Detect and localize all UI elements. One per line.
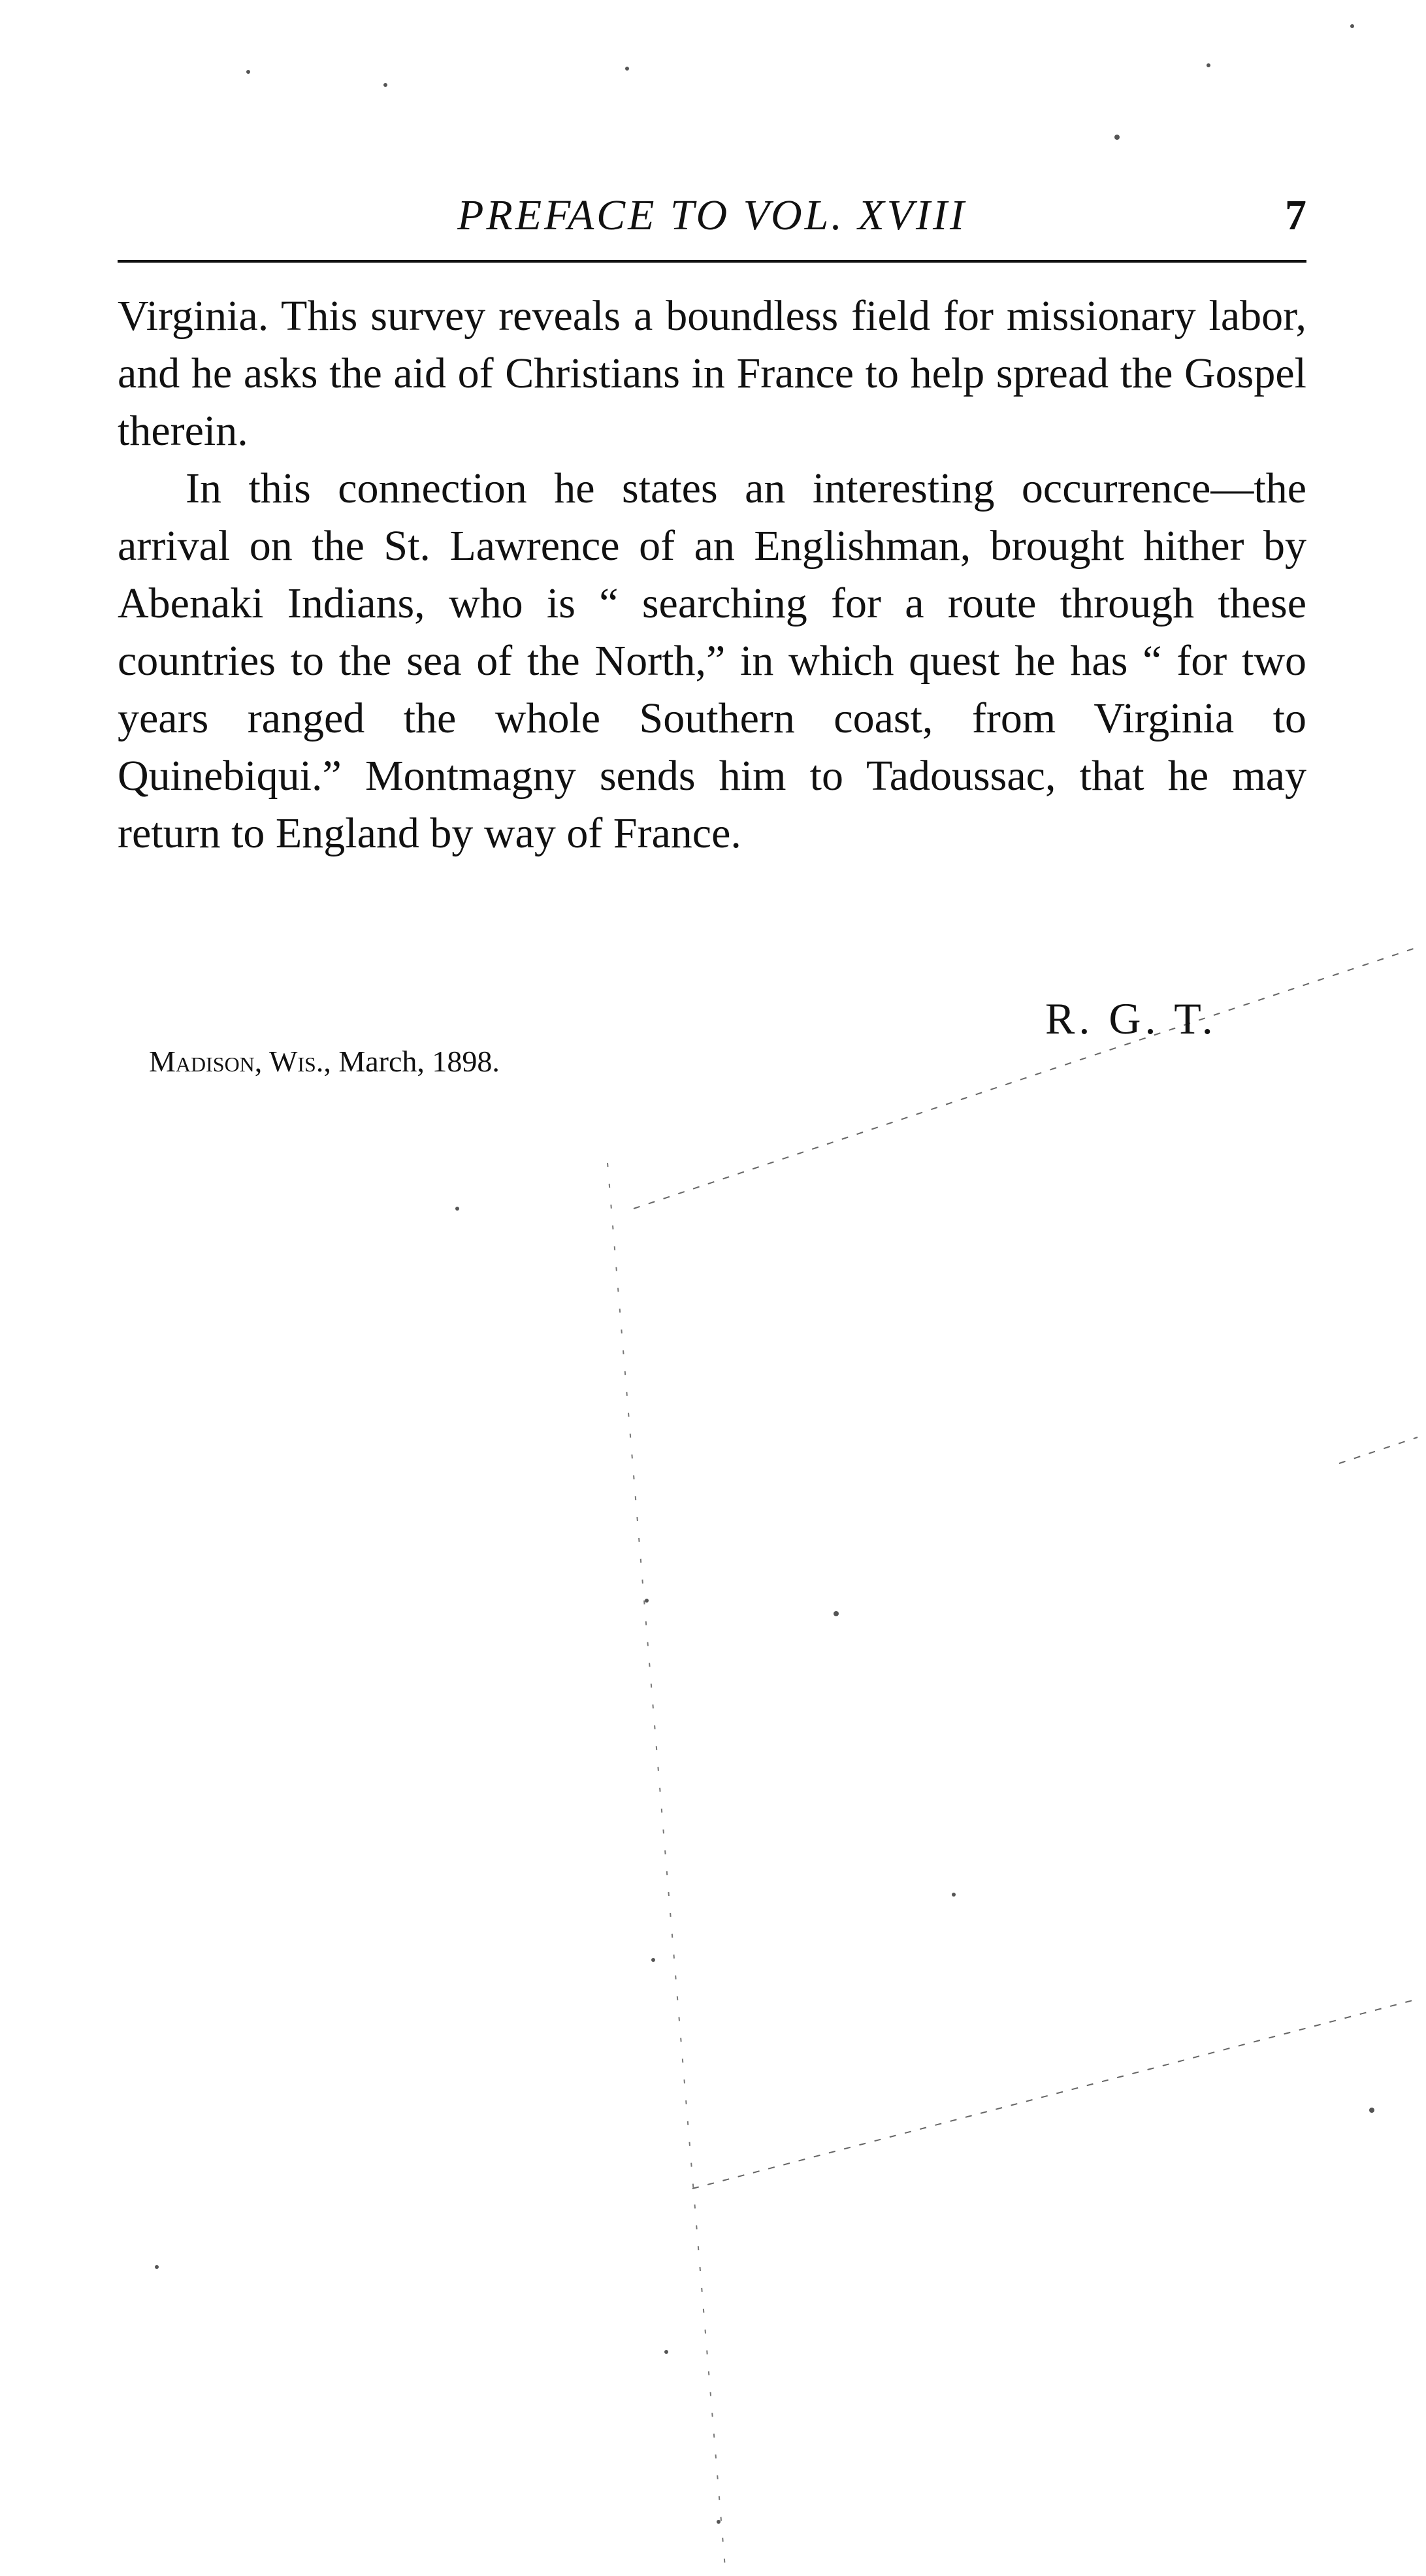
page-number: 7 <box>1285 191 1306 239</box>
header-rule <box>118 260 1306 263</box>
running-title: PREFACE TO VOL. XVIII <box>457 191 967 239</box>
running-head <box>118 189 1306 248</box>
dateline-date: March, 1898. <box>338 1045 500 1078</box>
dateline <box>149 1044 500 1079</box>
signature-initials: R. G. T. <box>1045 994 1217 1043</box>
paragraph: In this connection he states an interesting occurrence—the arrival on the St. Lawrence of an Englishman, brought hither by Abenaki Indians, who is “ searching for a route through these countries to the sea of the North,” in which quest he has “ for two years ranged the whole Southern coast, from Virginia to Quinebiqui.” Montmagny sends him to Tadoussac, that he may return to England by way of France. <box>118 465 1306 857</box>
dateline-place: Madison, Wis., <box>149 1045 331 1078</box>
body-text <box>118 287 1306 862</box>
paragraph: Virginia. This survey reveals a boundless field for missionary labor, and he asks the aid of Christians in France to help spread the Gospel therein. <box>118 292 1306 455</box>
